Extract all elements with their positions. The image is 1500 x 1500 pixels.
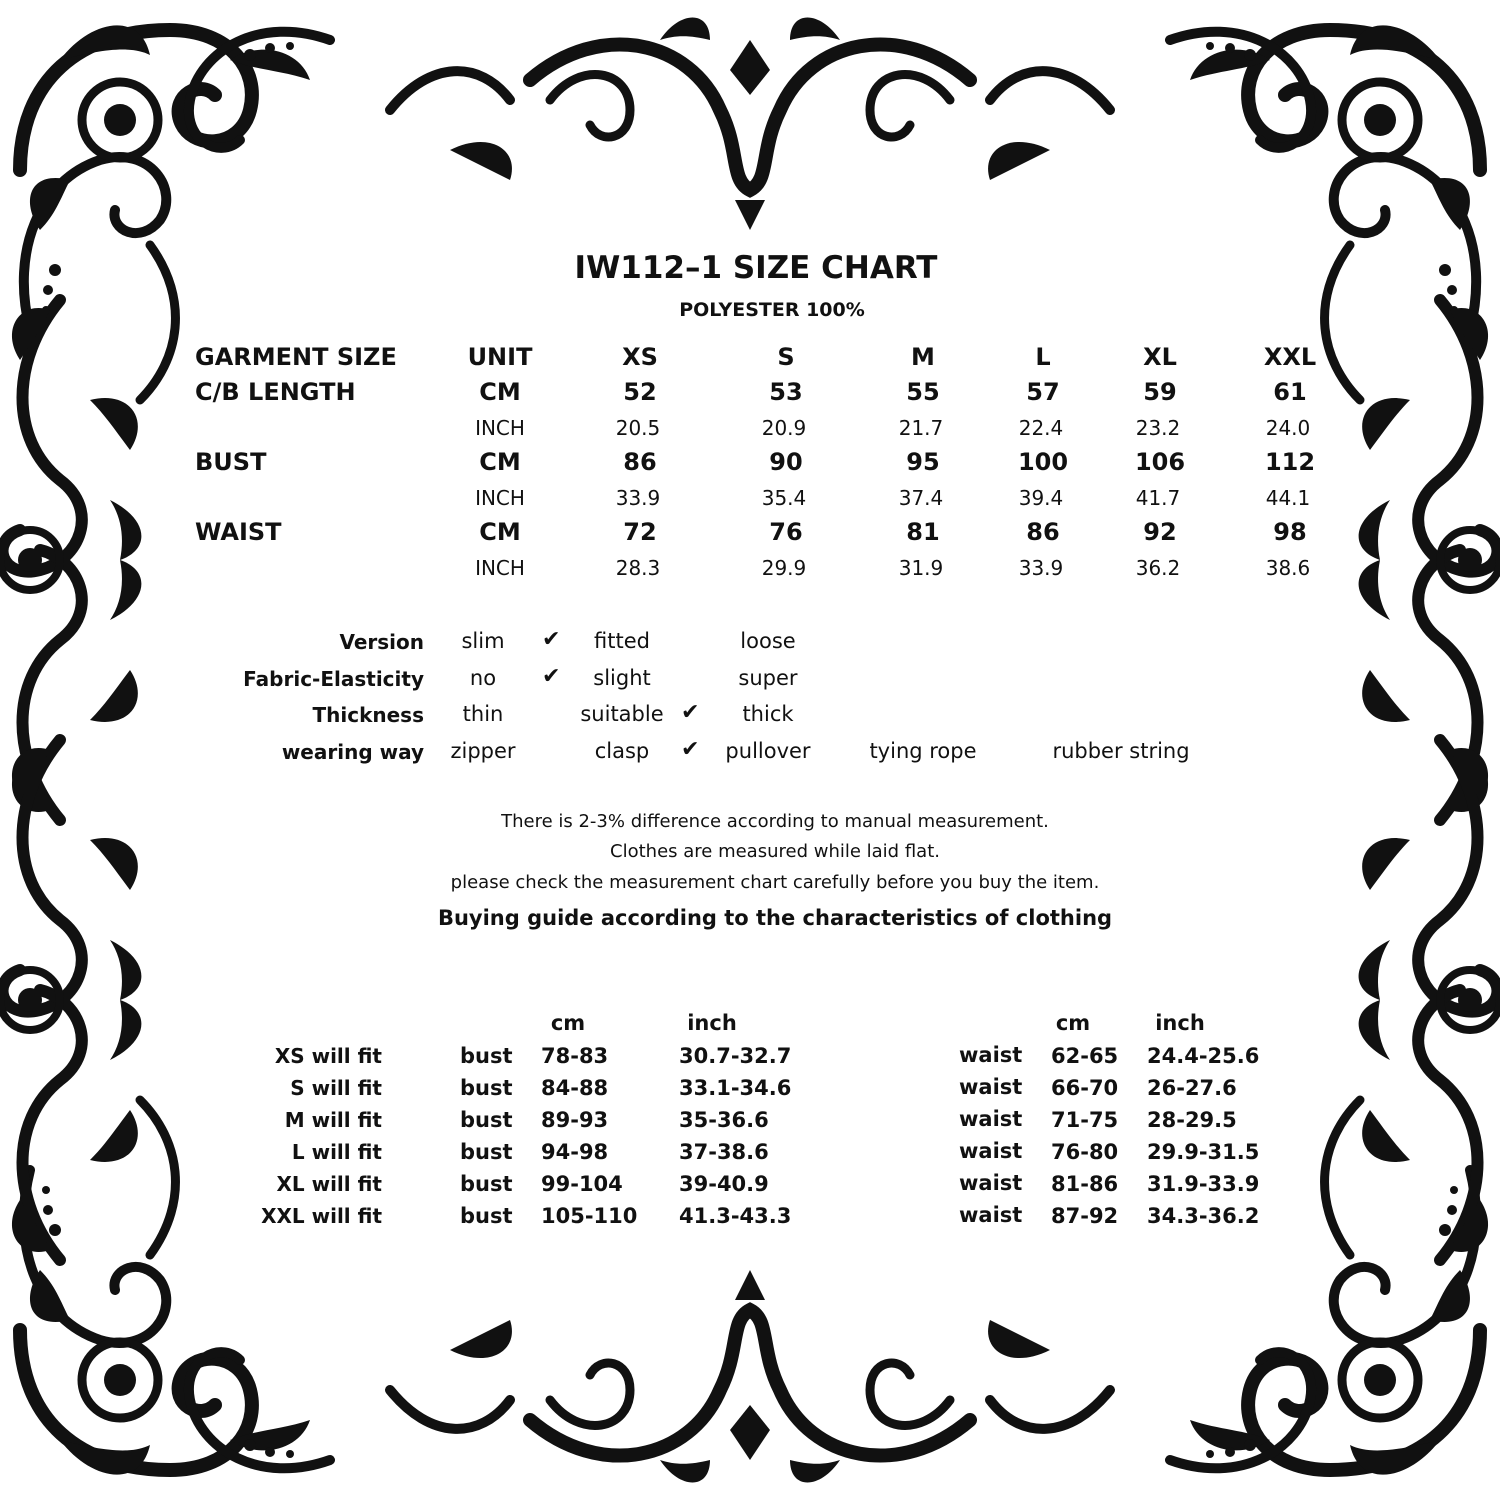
- option-tying-rope: tying rope: [869, 739, 977, 763]
- guide-waist-inch: 34.3-36.2: [1147, 1204, 1260, 1228]
- option-no: no: [469, 666, 497, 690]
- guide-fit-label: XS will fit: [274, 1044, 382, 1068]
- attr-label-fabric-elasticity: Fabric-Elasticity: [243, 667, 424, 691]
- guide-waist-cm: 66-70: [1051, 1076, 1119, 1100]
- guide-bust-label: bust: [460, 1172, 513, 1196]
- guide-bust-label: bust: [460, 1044, 513, 1068]
- option-pullover: pullover: [725, 739, 811, 763]
- check-icon: ✔: [542, 664, 561, 689]
- guide-waist-inch: 28-29.5: [1147, 1108, 1237, 1132]
- value-cm: 112: [1264, 448, 1316, 476]
- attr-label-thickness: Thickness: [312, 703, 424, 727]
- header-size-s: S: [777, 343, 795, 371]
- guide-header-bust-inch: inch: [687, 1011, 737, 1035]
- guide-waist-label: waist: [959, 1139, 1023, 1163]
- value-cm: 72: [623, 518, 657, 546]
- value-inch: 21.7: [898, 416, 944, 440]
- guide-waist-label: waist: [959, 1203, 1023, 1227]
- option-fitted: fitted: [594, 629, 650, 653]
- header-size-xxl: XXL: [1263, 343, 1317, 371]
- guide-bust-label: bust: [460, 1108, 513, 1132]
- option-zipper: zipper: [450, 739, 516, 763]
- guide-waist-cm: 62-65: [1051, 1044, 1119, 1068]
- header-size-m: M: [911, 343, 935, 371]
- buying-guide-title: Buying guide according to the characteristics of clothing: [437, 906, 1113, 930]
- value-cm: 86: [623, 448, 657, 476]
- value-inch: 36.2: [1135, 556, 1181, 580]
- guide-waist-inch: 31.9-33.9: [1147, 1172, 1260, 1196]
- check-icon: ✔: [681, 737, 700, 762]
- guide-waist-inch: 26-27.6: [1147, 1076, 1237, 1100]
- guide-waist-inch: 24.4-25.6: [1147, 1044, 1260, 1068]
- option-thin: thin: [462, 702, 504, 726]
- guide-bust-cm: 99-104: [541, 1172, 623, 1196]
- value-inch: 22.4: [1018, 416, 1064, 440]
- value-cm: 55: [906, 378, 940, 406]
- option-loose: loose: [740, 629, 796, 653]
- guide-header-waist-cm: cm: [1055, 1011, 1091, 1035]
- guide-bust-cm: 78-83: [541, 1044, 609, 1068]
- value-cm: 61: [1273, 378, 1307, 406]
- value-inch: 24.0: [1265, 416, 1311, 440]
- option-slim: slim: [461, 629, 505, 653]
- guide-fit-label: S will fit: [290, 1076, 382, 1100]
- guide-bust-cm: 89-93: [541, 1108, 609, 1132]
- guide-bust-cm: 94-98: [541, 1140, 609, 1164]
- value-cm: 92: [1143, 518, 1177, 546]
- value-inch: 37.4: [898, 486, 944, 510]
- value-inch: 20.5: [615, 416, 661, 440]
- unit-inch: INCH: [475, 416, 525, 440]
- guide-bust-inch: 35-36.6: [679, 1108, 769, 1132]
- value-cm: 106: [1134, 448, 1186, 476]
- value-inch: 29.9: [761, 556, 807, 580]
- value-cm: 53: [769, 378, 803, 406]
- guide-bust-label: bust: [460, 1204, 513, 1228]
- value-cm: 98: [1273, 518, 1307, 546]
- option-thick: thick: [742, 702, 794, 726]
- unit-cm: CM: [479, 518, 521, 546]
- check-icon: ✔: [542, 627, 561, 652]
- value-cm: 81: [906, 518, 940, 546]
- guide-waist-cm: 87-92: [1051, 1204, 1119, 1228]
- value-inch: 33.9: [615, 486, 661, 510]
- value-inch: 35.4: [761, 486, 807, 510]
- value-cm: 76: [769, 518, 803, 546]
- value-cm: 57: [1026, 378, 1060, 406]
- option-clasp: clasp: [594, 739, 650, 763]
- attr-label-wearing-way: wearing way: [281, 740, 424, 764]
- note-check-chart: please check the measurement chart carefully before you buy the item.: [450, 872, 1100, 893]
- value-inch: 39.4: [1018, 486, 1064, 510]
- guide-waist-inch: 29.9-31.5: [1147, 1140, 1260, 1164]
- value-cm: 100: [1017, 448, 1069, 476]
- guide-waist-cm: 81-86: [1051, 1172, 1119, 1196]
- unit-cm: CM: [479, 448, 521, 476]
- guide-fit-label: L will fit: [291, 1140, 382, 1164]
- attr-label-version: Version: [339, 630, 424, 654]
- value-inch: 31.9: [898, 556, 944, 580]
- unit-inch: INCH: [475, 486, 525, 510]
- page-title: IW112–1 SIZE CHART: [574, 250, 938, 286]
- unit-cm: CM: [479, 378, 521, 406]
- header-garment-size: GARMENT SIZE: [195, 343, 397, 371]
- value-inch: 33.9: [1018, 556, 1064, 580]
- guide-header-waist-inch: inch: [1155, 1011, 1205, 1035]
- value-inch: 28.3: [615, 556, 661, 580]
- guide-bust-inch: 39-40.9: [679, 1172, 769, 1196]
- guide-bust-inch: 30.7-32.7: [679, 1044, 792, 1068]
- guide-fit-label: XL will fit: [276, 1172, 382, 1196]
- guide-bust-inch: 41.3-43.3: [679, 1204, 792, 1228]
- guide-fit-label: XXL will fit: [261, 1204, 382, 1228]
- guide-waist-cm: 71-75: [1051, 1108, 1119, 1132]
- guide-bust-cm: 84-88: [541, 1076, 609, 1100]
- value-cm: 90: [769, 448, 803, 476]
- row-label-cb-length: C/B LENGTH: [195, 378, 356, 406]
- guide-bust-cm: 105-110: [541, 1204, 638, 1228]
- value-inch: 38.6: [1265, 556, 1311, 580]
- unit-inch: INCH: [475, 556, 525, 580]
- header-size-xl: XL: [1143, 343, 1177, 371]
- option-rubber-string: rubber string: [1052, 739, 1190, 763]
- guide-bust-label: bust: [460, 1140, 513, 1164]
- guide-header-bust-cm: cm: [550, 1011, 586, 1035]
- value-inch: 23.2: [1135, 416, 1181, 440]
- header-size-xs: XS: [622, 343, 658, 371]
- value-cm: 86: [1026, 518, 1060, 546]
- guide-waist-cm: 76-80: [1051, 1140, 1119, 1164]
- value-cm: 95: [906, 448, 940, 476]
- value-cm: 59: [1143, 378, 1177, 406]
- guide-waist-label: waist: [959, 1043, 1023, 1067]
- value-inch: 20.9: [761, 416, 807, 440]
- option-super: super: [738, 666, 798, 690]
- guide-fit-label: M will fit: [284, 1108, 382, 1132]
- check-icon: ✔: [681, 700, 700, 725]
- header-unit: UNIT: [467, 343, 533, 371]
- value-inch: 41.7: [1135, 486, 1181, 510]
- row-label-waist: WAIST: [195, 518, 282, 546]
- guide-waist-label: waist: [959, 1171, 1023, 1195]
- guide-bust-inch: 33.1-34.6: [679, 1076, 792, 1100]
- fabric-subtitle: POLYESTER 100%: [679, 299, 865, 321]
- option-suitable: suitable: [580, 702, 664, 726]
- guide-waist-label: waist: [959, 1075, 1023, 1099]
- value-cm: 52: [623, 378, 657, 406]
- note-laid-flat: Clothes are measured while laid flat.: [610, 841, 940, 862]
- note-difference: There is 2-3% difference according to manual measurement.: [501, 811, 1049, 832]
- option-slight: slight: [593, 666, 651, 690]
- header-size-l: L: [1035, 343, 1051, 371]
- guide-bust-label: bust: [460, 1076, 513, 1100]
- row-label-bust: BUST: [195, 448, 267, 476]
- guide-bust-inch: 37-38.6: [679, 1140, 769, 1164]
- guide-waist-label: waist: [959, 1107, 1023, 1131]
- value-inch: 44.1: [1265, 486, 1311, 510]
